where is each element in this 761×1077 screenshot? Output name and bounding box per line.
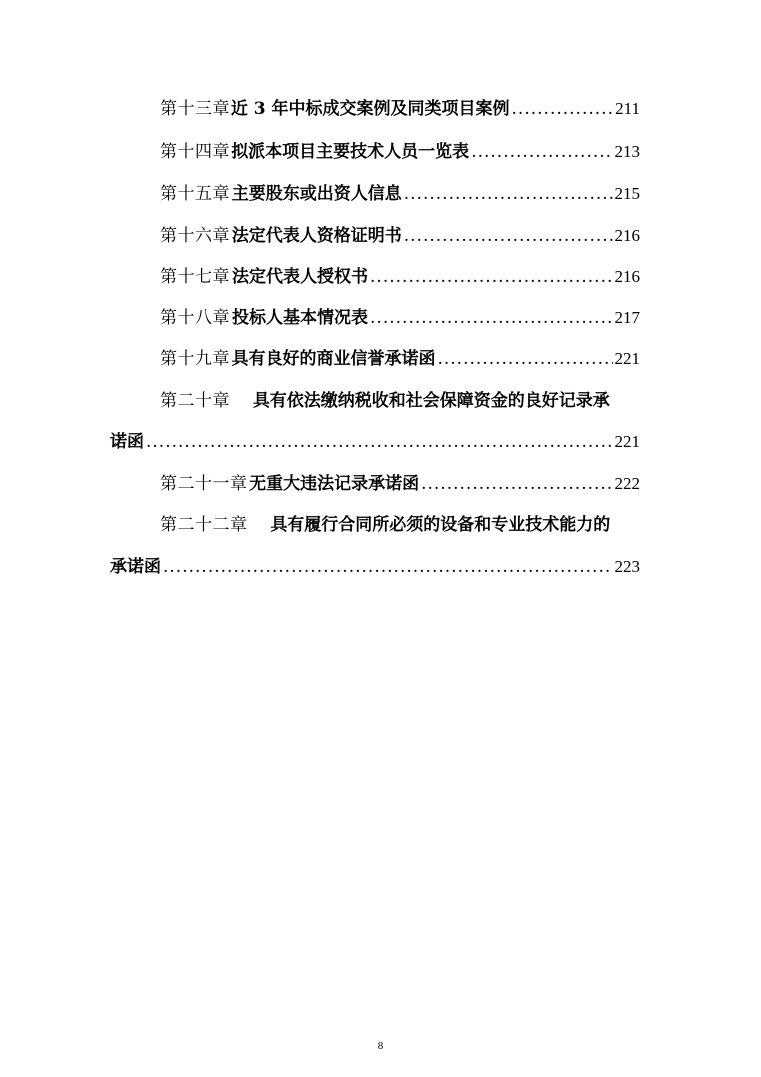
toc-entry-title: 无重大违法记录承诺函 [249,474,420,494]
toc-entry-title: 法定代表人授权书 [232,267,369,287]
toc-entry-title: 拟派本项目主要技术人员一览表 [231,142,470,162]
toc-page-number: 211 [615,99,640,118]
toc-chapter-number: 第二十章 [160,391,230,411]
toc-page-number: 216 [614,267,640,286]
toc-entry-22-line2[interactable] [110,555,640,579]
toc-dot-leader [404,182,613,206]
toc-entry-title: 近 3 年中标成交案例及同类项目案例 [230,99,510,119]
toc-dot-leader [163,555,613,579]
toc-chapter-number: 第十七章 [160,267,230,287]
toc-entry-13[interactable] [160,97,640,121]
toc-entry-20-line2[interactable] [110,430,640,454]
toc-chapter-number: 第十三章 [160,99,230,119]
toc-dot-leader [404,224,613,248]
toc-entry-22-line1[interactable] [160,513,610,537]
toc-entry-title-continued: 承诺函 [110,557,161,577]
toc-entry-title: 具有履行合同所必须的设备和专业技术能力的 [270,515,611,535]
toc-entry-15[interactable] [160,182,640,206]
toc-dot-leader [370,306,612,330]
toc-entry-14[interactable] [160,140,640,164]
toc-entry-title: 具有良好的商业信誉承诺函 [231,349,436,369]
toc-page-number: 221 [614,432,640,451]
toc-chapter-number: 第十六章 [160,226,230,246]
toc-page-number: 222 [614,474,640,493]
toc-page-number: 213 [614,142,640,161]
toc-entry-18[interactable] [160,306,640,330]
page-footer-number: 8 [377,1040,384,1052]
toc-page-number: 223 [614,557,640,576]
toc-dot-leader [437,347,612,371]
toc-entry-title: 具有依法缴纳税收和社会保障资金的良好记录承 [252,391,610,411]
toc-entry-16[interactable] [160,224,640,248]
toc-dot-leader [146,430,613,454]
toc-chapter-number: 第十四章 [160,142,230,162]
toc-dot-leader [512,97,614,121]
toc-page-number: 216 [614,226,640,245]
toc-entry-title: 法定代表人资格证明书 [231,226,402,246]
toc-page-number: 217 [614,308,640,327]
toc-entry-title: 主要股东或出资人信息 [231,184,402,204]
toc-entry-title: 投标人基本情况表 [232,308,369,328]
toc-entry-20-line1[interactable] [160,389,610,413]
toc-entry-21[interactable] [160,472,640,496]
toc-chapter-number: 第二十一章 [160,474,248,494]
toc-page-number: 221 [614,349,640,368]
toc-chapter-number: 第十五章 [160,184,230,204]
toc-page-number: 215 [614,184,640,203]
toc-chapter-number: 第十八章 [160,308,230,328]
toc-entry-17[interactable] [160,265,640,289]
toc-entry-19[interactable] [160,347,640,371]
toc-dot-leader [421,472,612,496]
toc-dot-leader [471,140,612,164]
toc-chapter-number: 第十九章 [160,349,230,369]
toc-dot-leader [370,265,612,289]
toc-chapter-number: 第二十二章 [160,515,248,535]
toc-entry-title-continued: 诺函 [110,432,144,452]
